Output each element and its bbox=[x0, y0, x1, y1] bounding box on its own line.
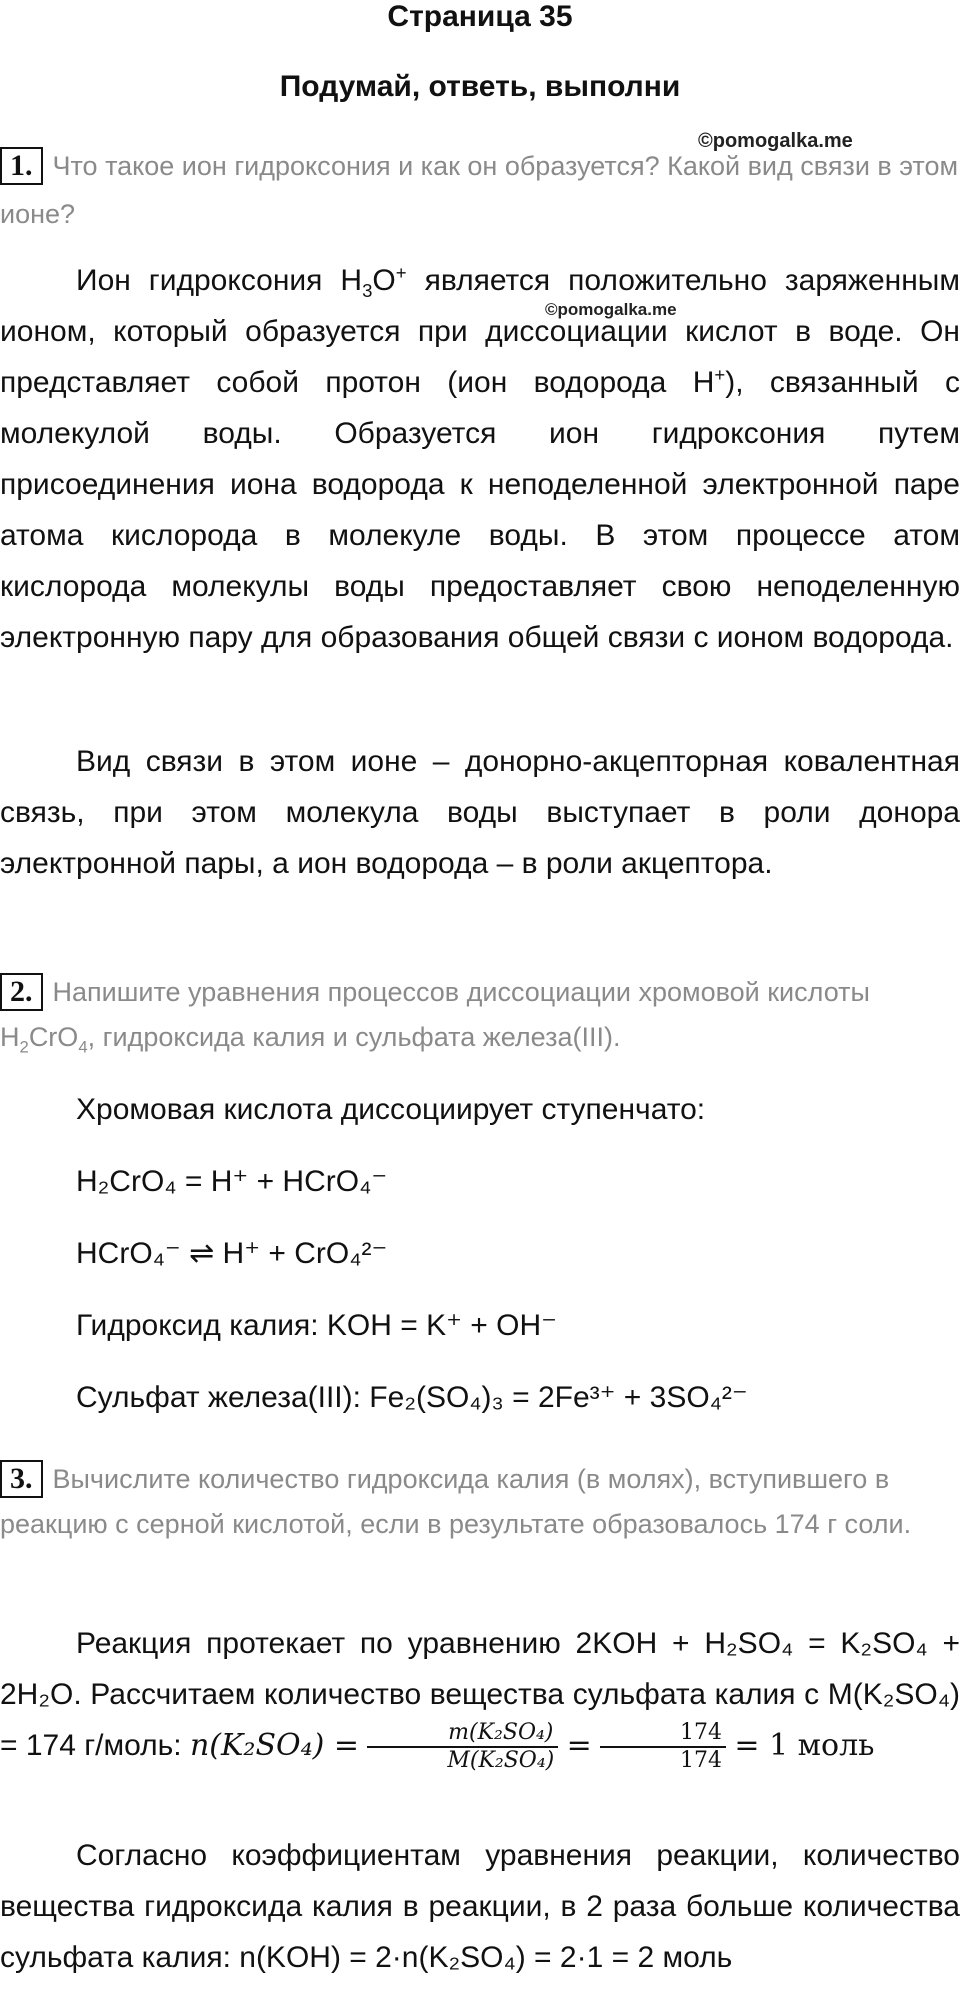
task2-intro: Хромовая кислота диссоциирует ступенчато: bbox=[76, 1093, 706, 1126]
task1-answer-paragraph1: Ион гидроксония $H_3O^+$ является положительно заряженным ионом, который образуется при диссоциации кислот в воде. Он представляет собой протон (ион водорода H+), связанный с молекулой воды. Образуется ион гидроксония путем присоединения иона водорода к неподеленной электронной паре атома кислорода в молекуле воды. В этом процессе атом кислорода молекулы воды предоставляет свою неподеленную электронную пару для образования общей связи с ионом водорода. bbox=[0, 262, 960, 654]
task3-answer-paragraph1: Реакция протекает по уравнению 2KOH + H₂SO₄ = K₂SO₄ + 2H₂O. Рассчитаем количество вещества сульфата калия с M(K₂SO₄) = 174 г/моль: n(K₂SO₄) = $\frac{\text{m(K₂SO₄)}}{\text{M(K₂SO₄)}}$ = $\frac{174}{174}$ = 1 моль bbox=[0, 1627, 960, 1774]
task1-question-text: Что такое ион гидроксония и как он образуется? Какой вид связи в этом ионе? bbox=[0, 151, 959, 229]
section-title: Подумай, ответь, выполни bbox=[279, 70, 681, 103]
task3-answer-paragraph2: Согласно коэффициентам уравнения реакции, количество вещества гидроксида калия в реакции, в 2 раза больше количества сульфата калия: n(KOH) = 2·n(K₂SO₄) = 2·1 = 2 моль bbox=[0, 1839, 960, 1974]
watermark-top: ©pomogalka.me bbox=[698, 130, 853, 152]
task2-question: 2. Напишите уравнения процессов диссоциации хромовой кислоты $H_2CrO_4$, гидроксида калия и сульфата железа(III). bbox=[0, 975, 870, 1057]
formula-result: = 1 моль bbox=[734, 1728, 875, 1763]
task1-number: 1. bbox=[0, 147, 43, 185]
task1-question bbox=[0, 142, 960, 238]
fraction-numeric: $\frac{174}{174}$ bbox=[600, 1720, 726, 1774]
fraction-mass-molar: $\frac{\text{m(K₂SO₄)}}{\text{M(K₂SO₄)}}$ bbox=[367, 1720, 558, 1774]
page-title: Страница 35 bbox=[387, 0, 573, 33]
task2-equation2: HCrO₄⁻ ⇌ H⁺ + CrO₄²⁻ bbox=[76, 1237, 388, 1270]
task2-number: 2. bbox=[0, 973, 43, 1011]
task2-equation3: Гидроксид калия: KOH = K⁺ + OH⁻ bbox=[76, 1309, 557, 1342]
task2-equation4: Сульфат железа(III): Fe₂(SO₄)₃ = 2Fe³⁺ + 3SO₄²⁻ bbox=[76, 1381, 748, 1414]
task1-answer-paragraph2: Вид связи в этом ионе – донорно-акцепторная ковалентная связь, при этом молекула воды выступает в роли донора электронной пары, а ион водорода – в роли акцептора. bbox=[0, 745, 960, 880]
task3-number: 3. bbox=[0, 1460, 43, 1498]
watermark-middle: ©pomogalka.me bbox=[545, 300, 677, 319]
task3-question: 3. Вычислите количество гидроксида калия (в молях), вступившего в реакцию с серной кислотой, если в результате образовалось 174 г соли. bbox=[0, 1462, 912, 1539]
task2-equation1: H₂CrO₄ = H⁺ + HCrO₄⁻ bbox=[76, 1165, 388, 1198]
formula-lhs: n(K₂SO₄) = bbox=[189, 1728, 359, 1763]
